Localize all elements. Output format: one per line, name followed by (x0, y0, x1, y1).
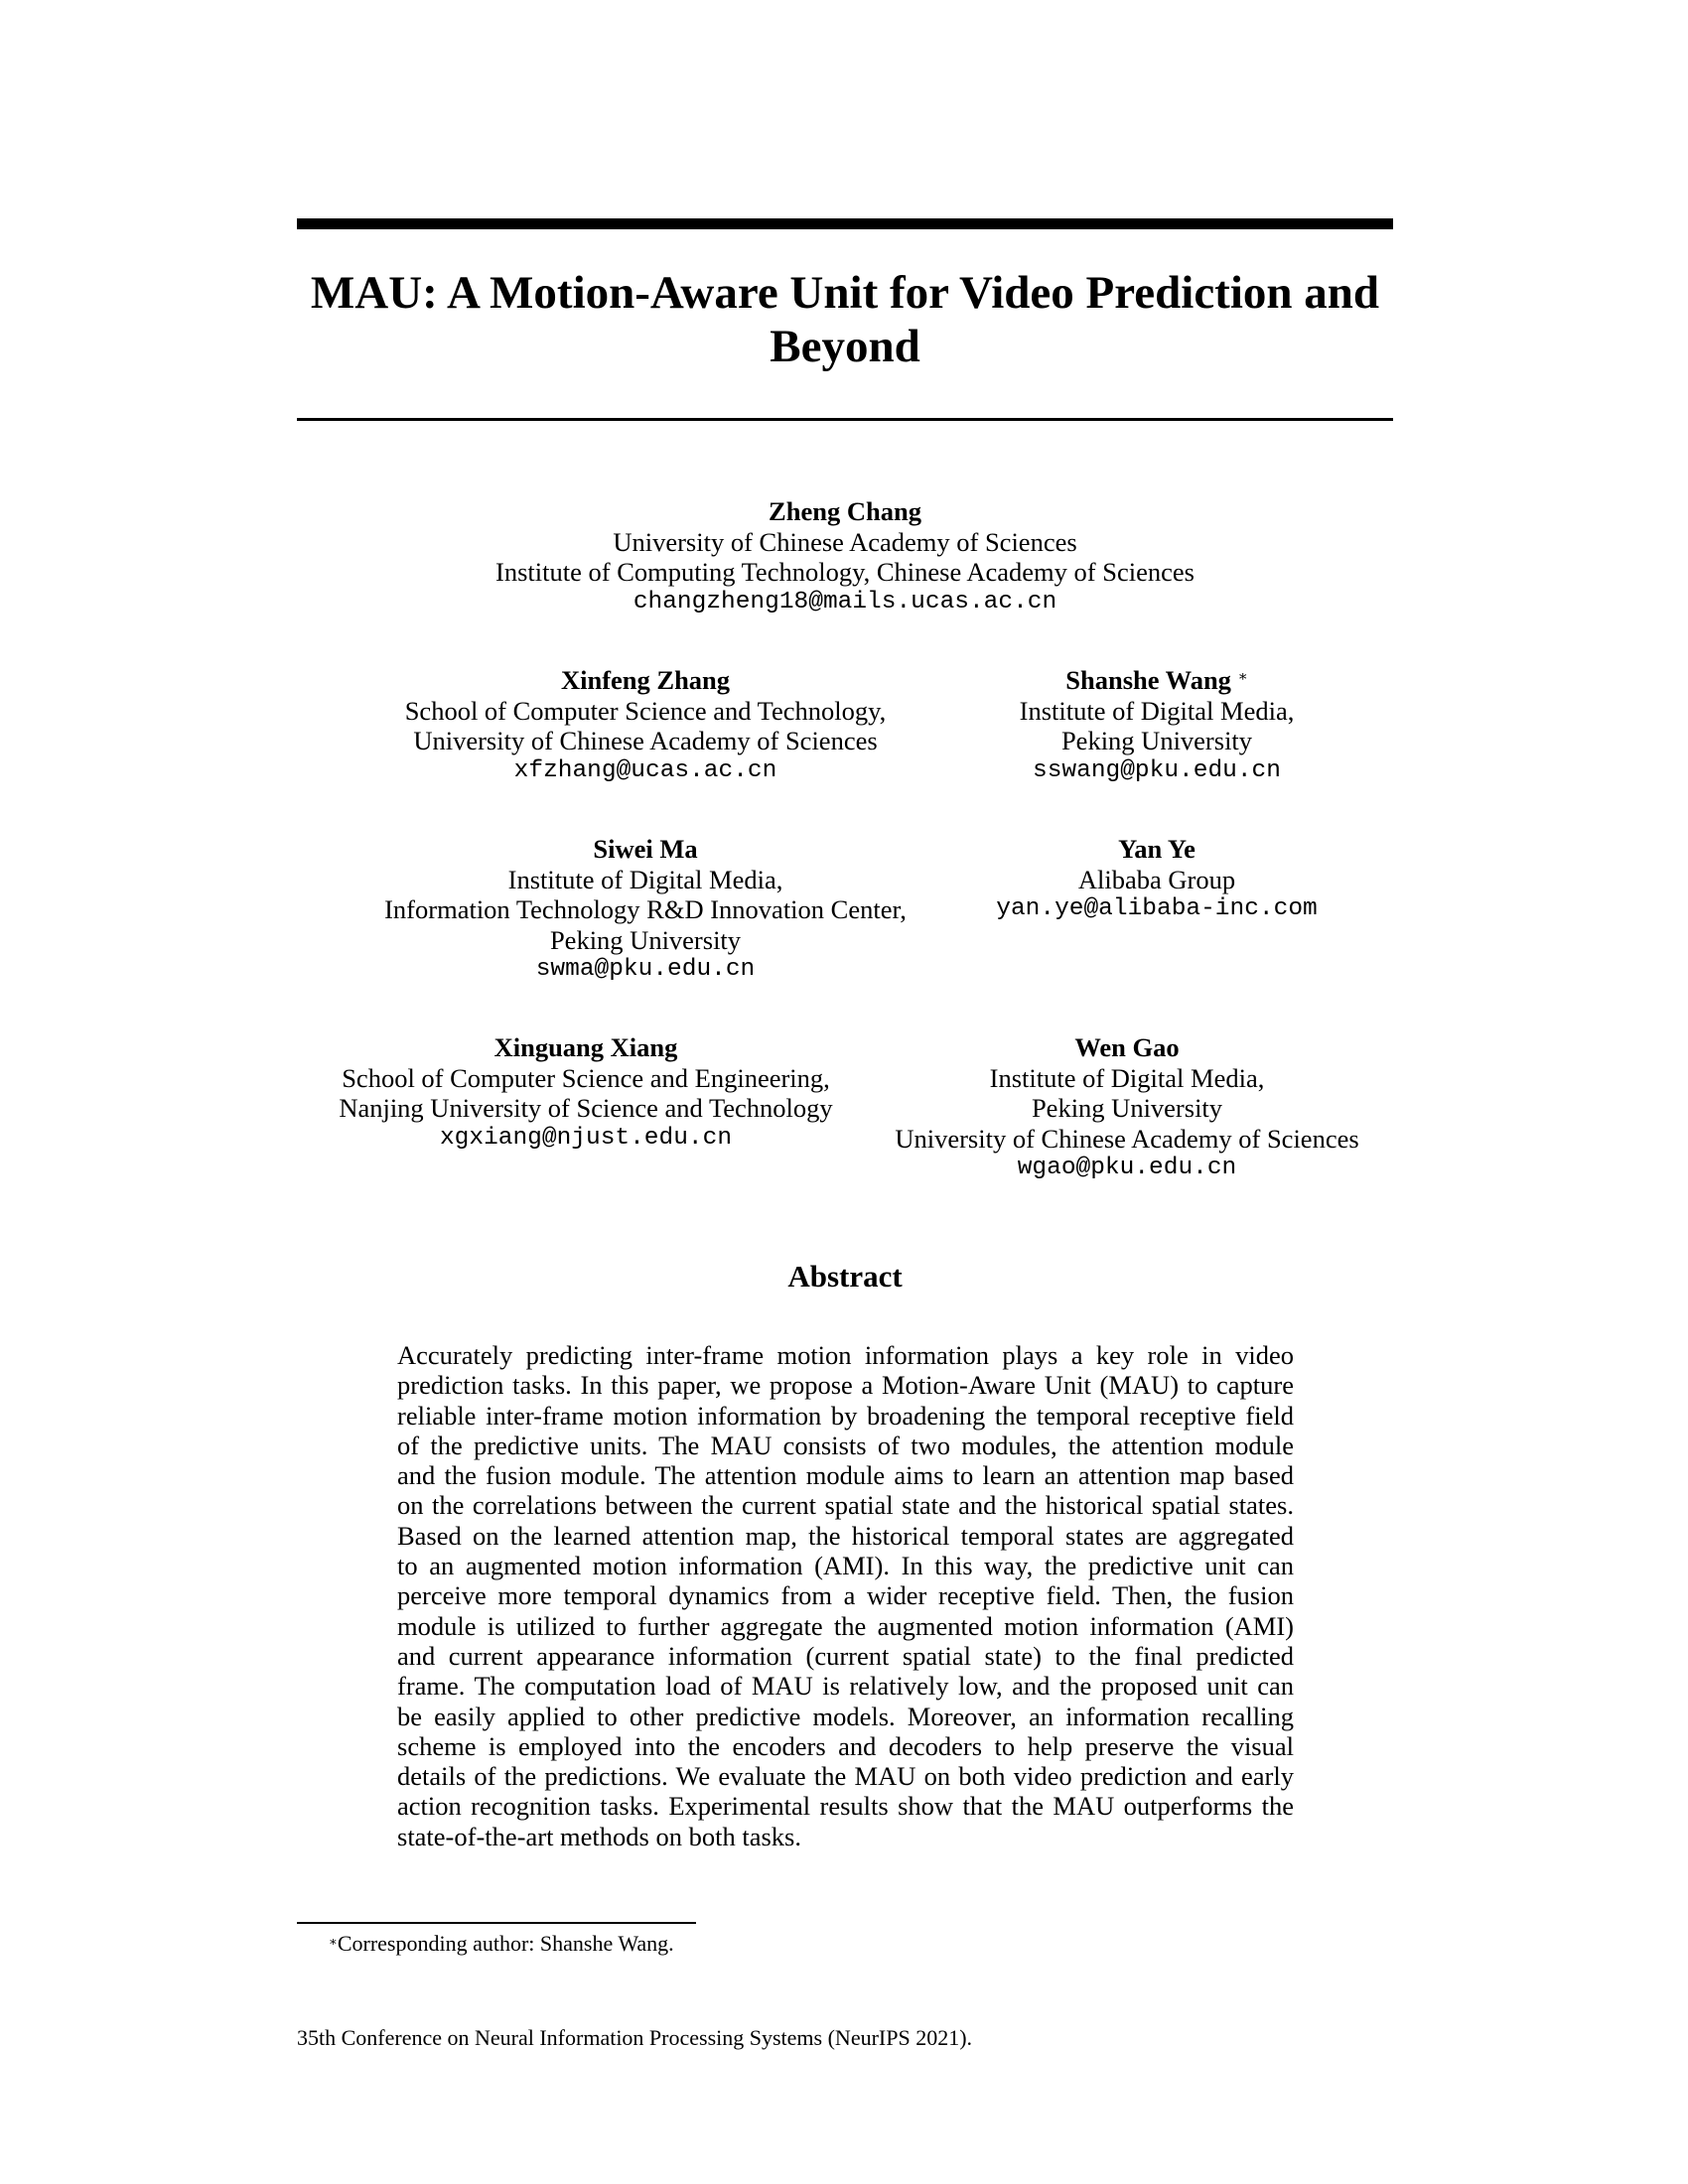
author-email[interactable]: xgxiang@njust.edu.cn (439, 1124, 733, 1152)
author-affiliation: Peking University (549, 924, 742, 955)
title-line-2: Beyond (770, 321, 920, 372)
author-email[interactable]: wgao@pku.edu.cn (1017, 1155, 1237, 1181)
footnote (329, 1931, 674, 1957)
author-block-yan-ye (953, 834, 1360, 925)
author-name (953, 665, 1360, 696)
author-name: Xinfeng Zhang (560, 665, 731, 695)
abstract-body (397, 1340, 1294, 1851)
title-line-1: MAU: A Motion-Aware Unit for Video Prediction and (310, 267, 1380, 319)
author-affiliation: Peking University (1031, 1093, 1223, 1123)
abstract-heading: Abstract (787, 1259, 903, 1294)
abstract-line: module is utilized to further aggregate the augmented motion information (AMI) (397, 1610, 1294, 1641)
abstract-line: to an augmented motion information (AMI). In this way, the predictive unit can (397, 1551, 1294, 1581)
author-affiliation: Institute of Digital Media, (507, 864, 783, 894)
abstract-line: and current appearance information (current spatial state) to the final predicted (397, 1640, 1294, 1671)
footnote-rule (297, 1922, 696, 1924)
abstract-line: be easily applied to other predictive models. Moreover, an information recalling (397, 1701, 1294, 1731)
author-email[interactable]: swma@pku.edu.cn (535, 956, 756, 983)
abstract-line: state-of-the-art methods on both tasks. (397, 1821, 801, 1851)
author-block-siwei-ma (338, 834, 953, 986)
author-affiliation: Nanjing University of Science and Technology (339, 1093, 833, 1123)
author-affiliation: Institute of Digital Media, (1019, 695, 1295, 726)
footnote-text: Corresponding author: Shanshe Wang. (337, 1931, 674, 1956)
author-email[interactable]: sswang@pku.edu.cn (1033, 756, 1281, 784)
abstract-line: of the predictive units. The MAU consists of two modules, the attention module (397, 1430, 1294, 1460)
author-name: Yan Ye (1118, 834, 1196, 864)
author-affiliation: University of Chinese Academy of Sciences (613, 526, 1077, 557)
author-name-text: Shanshe Wang (1065, 665, 1231, 695)
author-email[interactable]: yan.ye@alibaba-inc.com (996, 895, 1318, 922)
author-email[interactable]: changzheng18@mails.ucas.ac.cn (633, 588, 1057, 615)
author-affiliation: School of Computer Science and Technology, (404, 695, 887, 726)
abstract-line: Accurately predicting inter-frame motion information plays a key role in video (397, 1340, 1294, 1370)
author-affiliation: University of Chinese Academy of Sciences (895, 1123, 1359, 1154)
title-rule-bottom (297, 418, 1393, 421)
abstract-line: details of the predictions. We evaluate the MAU on both video prediction and early (397, 1761, 1294, 1792)
author-affiliation: Institute of Digital Media, (989, 1062, 1265, 1093)
abstract-line: action recognition tasks. Experimental results show that the MAU outperforms the (397, 1791, 1294, 1822)
abstract-line: perceive more temporal dynamics from a wider receptive field. Then, the fusion (397, 1580, 1294, 1611)
author-name: Siwei Ma (593, 834, 698, 864)
author-email[interactable]: xfzhang@ucas.ac.cn (513, 756, 777, 784)
author-affiliation: Alibaba Group (1077, 864, 1236, 894)
title-rule-top (297, 218, 1393, 229)
author-name: Wen Gao (1074, 1032, 1180, 1062)
corresponding-author-mark: ∗ (1237, 669, 1248, 685)
author-block-wen-gao (864, 1032, 1390, 1184)
abstract-line: and the fusion module. The attention module aims to learn an attention map based (397, 1460, 1294, 1491)
author-name: Zheng Chang (769, 496, 921, 526)
abstract-line: prediction tasks. In this paper, we propose a Motion-Aware Unit (MAU) to capture (397, 1370, 1294, 1401)
paper-title (297, 266, 1393, 373)
footnote-mark: ∗ (329, 1934, 338, 1949)
venue-footer: 35th Conference on Neural Information Processing Systems (NeurIPS 2021). (297, 2025, 973, 2050)
author-block-xinfeng-zhang (338, 665, 953, 786)
author-affiliation: University of Chinese Academy of Sciences (413, 726, 878, 755)
author-block-xinguang-xiang (288, 1032, 884, 1154)
author-affiliation: Institute of Computing Technology, Chinese Academy of Sciences (495, 557, 1195, 587)
abstract-line: scheme is employed into the encoders and decoders to help preserve the visual (397, 1730, 1294, 1761)
author-affiliation: School of Computer Science and Engineering, (342, 1062, 830, 1093)
abstract-line: reliable inter-frame motion information by broadening the temporal receptive field (397, 1400, 1294, 1431)
abstract-line: Based on the learned attention map, the historical temporal states are aggregated (397, 1520, 1294, 1551)
author-block-zheng-chang (297, 496, 1393, 617)
author-block-shanshe-wang (953, 665, 1360, 786)
author-name: Xinguang Xiang (493, 1032, 678, 1062)
abstract-line: frame. The computation load of MAU is relatively low, and the proposed unit can (397, 1671, 1294, 1702)
author-affiliation: Peking University (1060, 726, 1253, 755)
author-affiliation: Information Technology R&D Innovation Center, (384, 894, 907, 924)
abstract-line: on the correlations between the current spatial state and the historical spatial states. (397, 1490, 1294, 1521)
